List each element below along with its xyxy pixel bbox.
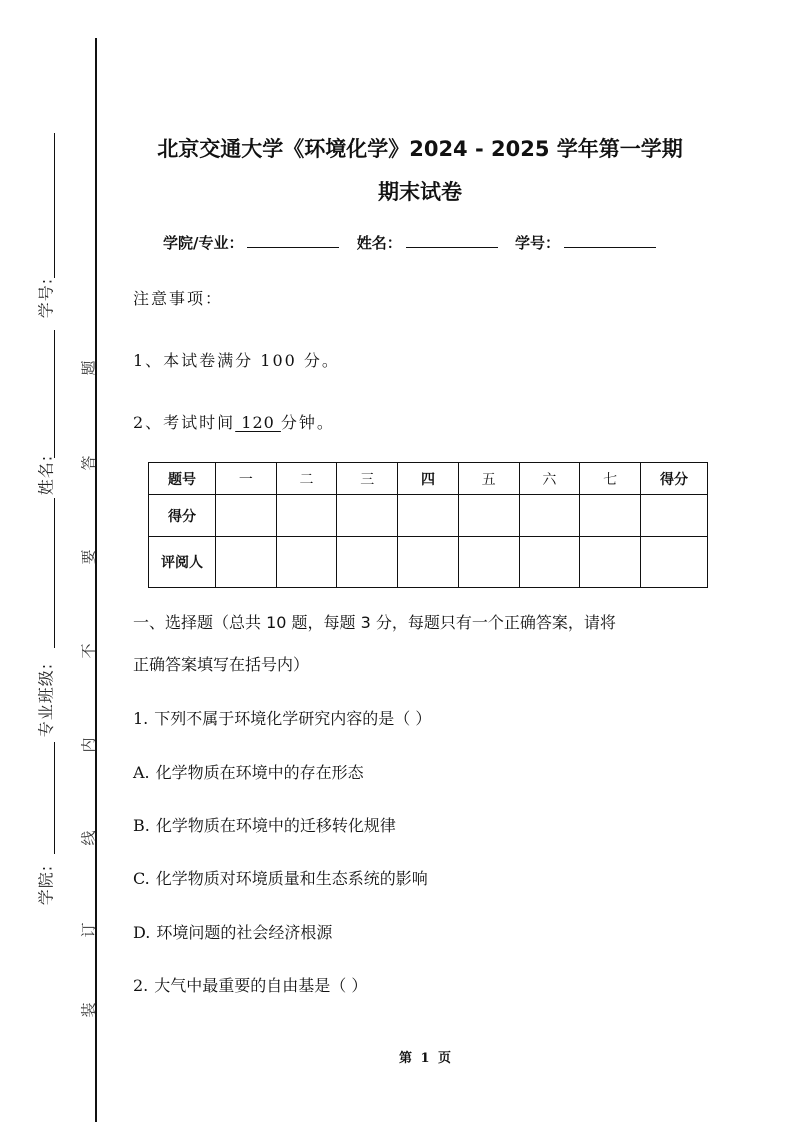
college-major-field[interactable]	[247, 233, 339, 248]
option-letter: B.	[133, 816, 150, 835]
row-label: 评阅人	[149, 537, 216, 588]
header-cell: 七	[580, 463, 641, 495]
header-cell: 一	[216, 463, 277, 495]
score-table-header-row	[149, 463, 708, 495]
student-id-label: 学号：	[514, 234, 560, 252]
header-cell: 三	[337, 463, 398, 495]
option-letter: A.	[133, 763, 150, 782]
reviewer-cell[interactable]	[276, 537, 337, 588]
score-cell[interactable]	[276, 495, 337, 537]
seal-char: 订	[79, 922, 98, 938]
margin-line	[54, 330, 55, 458]
note-item-2-suffix: 分钟。	[280, 413, 335, 432]
reviewer-cell[interactable]	[519, 537, 580, 588]
seal-char: 内	[79, 737, 98, 753]
exam-duration: 120	[235, 413, 281, 432]
question-2	[133, 973, 367, 996]
header-cell: 五	[458, 463, 519, 495]
option-text: 化学物质在环境中的迁移转化规律	[155, 816, 396, 835]
binding-line	[95, 38, 97, 1122]
exam-subtitle: 期末试卷	[378, 180, 462, 204]
question-1	[133, 706, 431, 729]
option-letter: C.	[133, 869, 150, 888]
seal-char: 题	[79, 360, 98, 376]
reviewer-cell[interactable]	[641, 537, 708, 588]
reviewer-cell[interactable]	[216, 537, 277, 588]
margin-label-college: 学院:	[36, 864, 56, 906]
question-text: 大气中最重要的自由基是（ ）	[154, 976, 368, 995]
option-a[interactable]	[133, 760, 364, 783]
score-cell[interactable]	[641, 495, 708, 537]
margin-line	[54, 742, 55, 854]
margin-line	[54, 498, 55, 648]
option-text: 化学物质在环境中的存在形态	[155, 763, 364, 782]
reviewer-cell[interactable]	[398, 537, 459, 588]
section-heading-line2: 正确答案填写在括号内）	[133, 655, 310, 674]
option-d[interactable]	[133, 920, 332, 943]
margin-label-major-class: 专业班级:	[36, 662, 56, 738]
score-cell[interactable]	[458, 495, 519, 537]
seal-char: 线	[79, 830, 98, 846]
score-cell[interactable]	[398, 495, 459, 537]
margin-label-student-id: 学号:	[36, 277, 56, 319]
note-item-1: 1、本试卷满分 100 分。	[133, 351, 340, 370]
row-label: 得分	[149, 495, 216, 537]
page-number: 第 1 页	[398, 1051, 452, 1066]
student-info-row	[163, 232, 668, 253]
question-number: 2.	[133, 976, 149, 995]
reviewer-cell[interactable]	[337, 537, 398, 588]
section-heading-line1: 一、选择题（总共 10 题，每题 3 分，每题只有一个正确答案，请将	[133, 613, 616, 632]
note-item-2-prefix: 2、考试时间	[133, 413, 236, 432]
student-id-field[interactable]	[564, 233, 656, 248]
margin-line	[54, 133, 55, 278]
margin-label-name: 姓名:	[36, 454, 56, 496]
notes-heading: 注意事项：	[133, 289, 224, 308]
option-c[interactable]	[133, 866, 428, 889]
option-letter: D.	[133, 923, 151, 942]
note-item-2	[133, 410, 335, 433]
reviewer-cell[interactable]	[580, 537, 641, 588]
college-major-label: 学院/专业：	[163, 234, 244, 252]
name-label: 姓名：	[356, 234, 402, 252]
option-text: 环境问题的社会经济根源	[156, 923, 333, 942]
option-text: 化学物质对环境质量和生态系统的影响	[155, 869, 428, 888]
name-field[interactable]	[406, 233, 498, 248]
seal-char: 答	[79, 455, 98, 471]
score-cell[interactable]	[216, 495, 277, 537]
header-cell: 六	[519, 463, 580, 495]
reviewer-row	[149, 537, 708, 588]
seal-char: 不	[79, 643, 98, 659]
score-cell[interactable]	[519, 495, 580, 537]
option-b[interactable]	[133, 813, 396, 836]
seal-char: 装	[79, 1002, 98, 1018]
reviewer-cell[interactable]	[458, 537, 519, 588]
score-cell[interactable]	[337, 495, 398, 537]
seal-char: 要	[79, 549, 98, 565]
header-cell: 题号	[149, 463, 216, 495]
header-cell: 得分	[641, 463, 708, 495]
exam-title: 北京交通大学《环境化学》2024 - 2025 学年第一学期	[157, 137, 683, 161]
score-cell[interactable]	[580, 495, 641, 537]
header-cell: 二	[276, 463, 337, 495]
score-table	[148, 462, 708, 588]
question-number: 1.	[133, 709, 149, 728]
header-cell: 四	[398, 463, 459, 495]
question-text: 下列不属于环境化学研究内容的是（ ）	[154, 709, 432, 728]
score-row	[149, 495, 708, 537]
